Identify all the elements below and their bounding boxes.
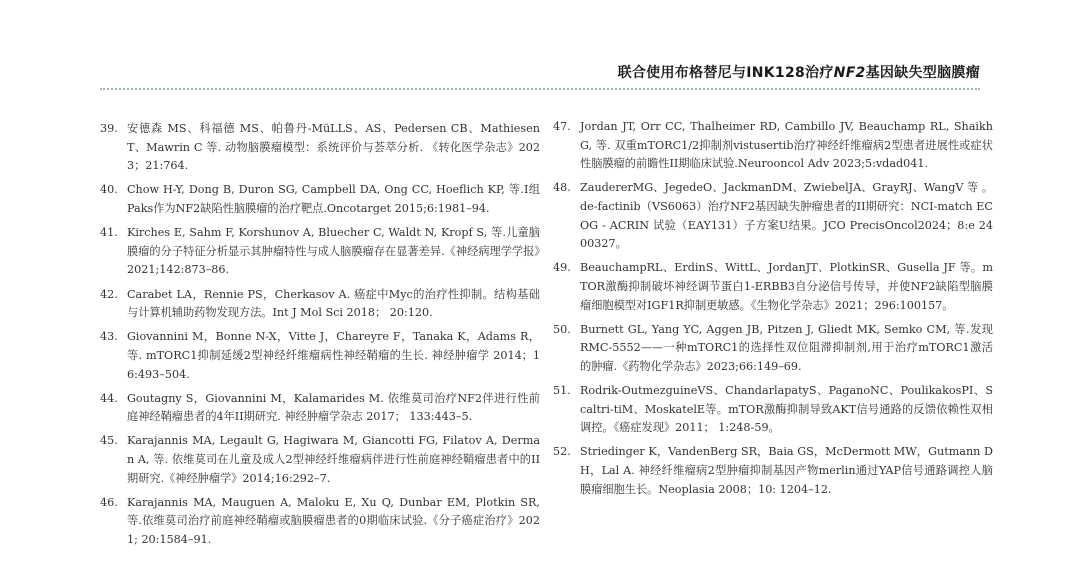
reference-text: Rodrik-OutmezguineVS、ChandarlapatyS、PaganoNC、PoulikakosPI、Scaltri-tiM、MoskatelE等。mTOR激酶抑制导致AKT信号通路的反馈依赖性双相调控。《癌症发现》2011； 1:248-59。 bbox=[580, 384, 993, 435]
reference-number: 50. bbox=[553, 322, 571, 336]
header-divider bbox=[100, 88, 980, 90]
reference-item bbox=[553, 118, 993, 174]
reference-item bbox=[553, 443, 993, 499]
reference-number: 47. bbox=[553, 120, 571, 133]
reference-text: Kirches E, Sahm F, Korshunov A, Bluecher C, Waldt N, Kropf S, 等.儿童脑膜瘤的分子特征分析显示其肿瘤特性与成人脑膜瘤存在显著差异.《神经病理学学报》2021;142:873–86. bbox=[127, 226, 540, 277]
reference-item bbox=[100, 494, 540, 550]
reference-item bbox=[553, 179, 993, 253]
reference-number: 42. bbox=[100, 287, 118, 301]
header-title-prefix: 联合使用布格替尼与INK128治疗 bbox=[617, 65, 834, 81]
reference-number: 43. bbox=[100, 330, 118, 344]
reference-number: 44. bbox=[100, 391, 118, 405]
reference-item bbox=[100, 120, 540, 176]
reference-number: 48. bbox=[553, 181, 571, 195]
reference-number: 52. bbox=[553, 445, 571, 459]
reference-item bbox=[100, 432, 540, 488]
reference-item bbox=[553, 259, 993, 315]
reference-number: 46. bbox=[100, 495, 118, 509]
reference-text: Burnett GL, Yang YC, Aggen JB, Pitzen J, Gliedt MK, Semko CM, 等.发现RMC-5552——一种mTORC1的选择性双位阻滞抑制剂,用于治疗mTORC1激活的肿瘤.《药物化学杂志》2023;66:149–69. bbox=[580, 322, 993, 373]
reference-number: 51. bbox=[553, 384, 571, 398]
reference-text: Giovannini M，Bonne N-X，Vitte J，Chareyre F，Tanaka K，Adams R，等. mTORC1抑制延缓2型神经纤维瘤病性神经鞘瘤的生长. 神经肿瘤学 2014；16:493–504. bbox=[127, 330, 540, 381]
reference-text: Striedinger K，VandenBerg SR，Baia GS，McDermott MW，Gutmann DH，Lal A. 神经纤维瘤病2型肿瘤抑制基因产物merlin通过YAP信号通路调控人脑膜瘤细胞生长。Neoplasia 2008；10: 1204–12. bbox=[580, 445, 993, 496]
reference-item bbox=[100, 286, 540, 323]
reference-text: Carabet LA，Rennie PS，Cherkasov A. 癌症中Myc的治疗性抑制。结构基础与计算机辅助药物发现方法。Int J Mol Sci 2018； 20:120. bbox=[127, 287, 540, 320]
reference-item bbox=[553, 321, 993, 377]
reference-number: 40. bbox=[100, 183, 118, 197]
reference-number: 41. bbox=[100, 226, 118, 240]
reference-item bbox=[100, 224, 540, 280]
reference-number: 49. bbox=[553, 261, 571, 275]
reference-item bbox=[100, 390, 540, 427]
running-header bbox=[618, 62, 980, 82]
header-title-suffix: 基因缺失型脑膜瘤 bbox=[865, 65, 980, 81]
reference-item bbox=[100, 181, 540, 218]
reference-list-left bbox=[100, 120, 540, 555]
reference-number: 39. bbox=[100, 122, 118, 135]
reference-text: 安德森 MS、科福德 MS、帕鲁丹-MüLLS、AS、Pedersen CB、Mathiesen T、Mawrin C 等. 动物脑膜瘤模型：系统评价与荟萃分析. 《转化医学杂志》2023；21:764. bbox=[127, 122, 540, 173]
reference-item bbox=[553, 382, 993, 438]
reference-item bbox=[100, 328, 540, 384]
reference-text: BeauchampRL、ErdinS、WittL、JordanJT、PlotkinSR、Gusella JF 等。mTOR激酶抑制破坏神经调节蛋白1-ERBB3自分泌信号传导，并使NF2缺陷型脑膜瘤细胞模型对IGF1R抑制更敏感。《生物化学杂志》2021；296:100157。 bbox=[580, 261, 993, 312]
reference-text: ZaudererMG、JegedeO、JackmanDM、ZwiebelJA、GrayRJ、WangV 等 。de-factinib（VS6063）治疗NF2基因缺失肿瘤患者的II期研究：NCI-match ECOG - ACRIN 试验（EAY131）子方案U结果。JCO PrecisOncol2024；8:e 2400327。 bbox=[580, 181, 993, 251]
reference-text: Goutagny S，Giovannini M，Kalamarides M. 依维莫司治疗NF2伴进行性前庭神经鞘瘤患者的4年II期研究. 神经肿瘤学杂志 2017； 133:443–5. bbox=[127, 391, 540, 424]
reference-text: Karajannis MA, Legault G, Hagiwara M, Giancotti FG, Filatov A, Derman A, 等. 依维莫司在儿童及成人2型神经纤维瘤病伴进行性前庭神经鞘瘤患者中的II期研究.《神经肿瘤学》2014;16:292–7. bbox=[127, 434, 540, 485]
reference-text: Karajannis MA, Mauguen A, Maloku E, Xu Q, Dunbar EM, Plotkin SR, 等.依维莫司治疗前庭神经鞘瘤或脑膜瘤患者的0期临床试验.《分子癌症治疗》2021; 20:1584–91. bbox=[127, 495, 540, 547]
reference-list-right bbox=[553, 118, 993, 505]
reference-text: Jordan JT, Orr CC, Thalheimer RD, Cambillo JV, Beauchamp RL, Shaikh G, 等. 双重mTORC1/2抑制剂vistusertib治疗神经纤维瘤病2型患者进展性或症状性脑膜瘤的前瞻性II期临床试验.Neurooncol Adv 2023;5:vdad041. bbox=[580, 120, 993, 171]
reference-text: Chow H-Y, Dong B, Duron SG, Campbell DA, Ong CC, Hoeflich KP, 等.I组Paks作为NF2缺陷性脑膜瘤的治疗靶点.Oncotarget 2015;6:1981–94. bbox=[127, 183, 540, 215]
reference-number: 45. bbox=[100, 434, 118, 448]
header-title-gene: NF2 bbox=[833, 65, 866, 81]
